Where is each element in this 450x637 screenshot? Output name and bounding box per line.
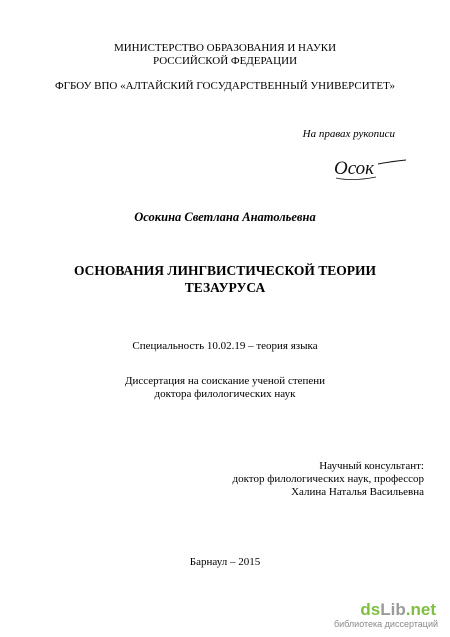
dissertation-line-1: Диссертация на соискание ученой степени	[124, 375, 326, 387]
author-name: Осокина Светлана Анатольевна	[134, 210, 316, 224]
watermark	[332, 601, 442, 631]
rights-note: На правах рукописи	[302, 128, 395, 140]
signature-image	[330, 150, 410, 186]
watermark-logo: dsLib.net	[360, 600, 436, 619]
title-line-2: ТЕЗАУРУСА	[184, 280, 266, 295]
consultant-label: Научный консультант:	[319, 460, 424, 472]
ministry-line-1: МИНИСТЕРСТВО ОБРАЗОВАНИЯ И НАУКИ	[113, 42, 337, 54]
consultant-degree: доктор филологических наук, профессор	[232, 473, 424, 485]
ministry-line-2: РОССИЙСКОЙ ФЕДЕРАЦИИ	[152, 55, 298, 67]
specialty: Специальность 10.02.19 – теория языка	[132, 340, 318, 352]
svg-text:Осок: Осок	[334, 158, 375, 179]
university-name: ФГБОУ ВПО «АЛТАЙСКИЙ ГОСУДАРСТВЕННЫЙ УНИВЕРСИТЕТ»	[54, 80, 396, 92]
watermark-subtitle: библиотека диссертаций	[333, 619, 438, 629]
consultant-name: Халина Наталья Васильевна	[291, 486, 424, 498]
city-year: Барнаул – 2015	[189, 556, 261, 568]
dissertation-line-2: доктора филологических наук	[154, 388, 296, 400]
title-line-1: ОСНОВАНИЯ ЛИНГВИСТИЧЕСКОЙ ТЕОРИИ	[73, 263, 377, 278]
